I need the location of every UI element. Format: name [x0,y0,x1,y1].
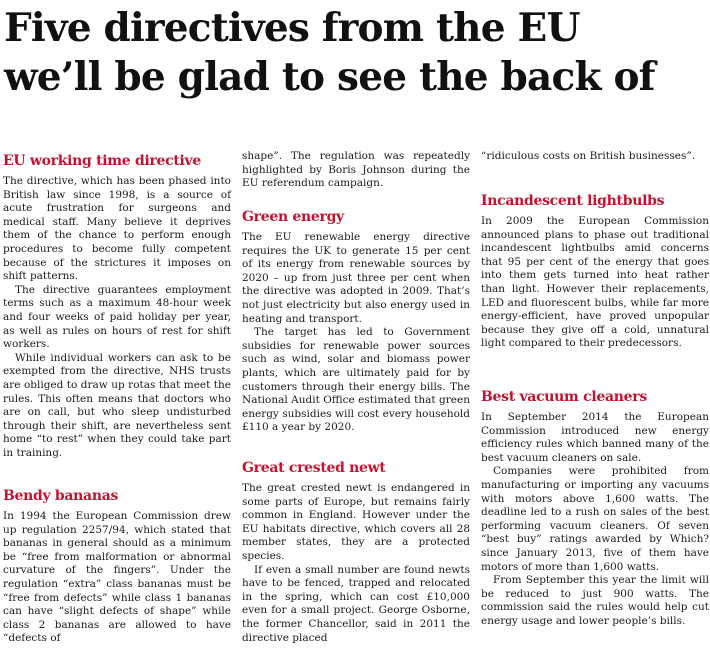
newt-paragraph-2: If even a small number are found newts have to be fenced, trapped and relocated in the spring, which can cost £10,000 even for a small project. George Osborne, the former Chancellor, said in 2011 the directive placed [242,563,470,644]
green-energy-paragraph-2: The target has led to Government subsidies for renewable power sources such as wind, solar and biomass power plants, which are ultimately paid for by customers through their energy bills. The National Audit Office estimated that green energy subsidies will cost every household £110 a year by 2020. [242,326,470,434]
bananas-paragraph-2: shape”. The regulation was repeatedly highlighted by Boris Johnson during the EU referendum campaign. [242,150,470,190]
section-bendy-bananas [3,487,231,646]
section-working-time [3,152,231,460]
section-bananas-continued [242,150,470,191]
section-title-working-time: EU working time directive [3,153,202,169]
headline-line-2: we’ll be glad to see the back of [4,54,655,100]
section-green-energy [242,208,470,435]
green-energy-paragraph-1: The EU renewable energy directive requires the UK to generate 15 per cent of its energy from renewable sources by 2020 – up from just three per cent when the directive was adopted in 2009. That’s not just electricity but also energy used in heating and transport. [242,231,470,325]
newt-paragraph-1: The great crested newt is endangered in some parts of Europe, but remains fairly common in England. However under the EU habitats directive, which covers all 28 member states, they are a protected species. [242,482,470,562]
newt-paragraph-3: “ridiculous costs on British businesses”. [481,150,696,162]
section-title-green-energy: Green energy [242,209,344,225]
working-time-paragraph-2: The directive guarantees employment terms such as a maximum 48-hour week and four weeks of paid holiday per year, as well as rules on hours of rest for shift workers. [3,283,231,351]
headline-line-1: Five directives from the EU [4,5,580,51]
section-title-bendy-bananas: Bendy bananas [3,488,119,504]
vacuum-paragraph-2: Companies were prohibited from manufacturing or importing any vacuums with motors above 1,600 watts. The deadline led to a rush on sales of the best performing vacuum cleaners. Of seven “best buy” ratings awarded by Which? since January 2013, five of them have motors of more than 1,600 watts. [481,465,709,573]
lightbulbs-paragraph-1: In 2009 the European Commission announced plans to phase out traditional incandescent lightbulbs amid concerns that 95 per cent of the energy that goes into them gets turned into heat rather than light. However their replacements, LED and fluorescent bulbs, while far more energy-efficient, have proved unpopular because they give off a cold, unnatural light compared to their predecessors. [481,215,709,350]
section-title-incandescent-lightbulbs: Incandescent lightbulbs [481,193,665,209]
bananas-paragraph-1: In 1994 the European Commission drew up regulation 2257/94, which stated that bananas in general should as a minimum be “free from malformation or abnormal curvature of the fingers”. Under the regulation “extra” class bananas must be “free from defects” while class 1 bananas can have “slight defects of shape” while class 2 bananas are allowed to have “defects of [3,510,231,645]
section-title-best-vacuum-cleaners: Best vacuum cleaners [481,389,647,405]
section-incandescent-lightbulbs [481,192,709,351]
working-time-paragraph-3: While individual workers can ask to be exempted from the directive, NHS trusts are obliged to draw up rotas that meet the rules. This often means that doctors who are on call, but who sleep undisturbed through their shift, are nevertheless sent home “to rest” when they could take part in training. [3,351,231,459]
vacuum-paragraph-1: In September 2014 the European Commission introduced new energy efficiency rules which banned many of the best vacuum cleaners on sale. [481,411,709,464]
working-time-paragraph-1: The directive, which has been phased into British law since 1998, is a source of acute frustration for surgeons and medical staff. Many believe it deprives them of the chance to perform enough procedures to become fully competent because of the strictures it imposes on shift patterns. [3,175,231,283]
vacuum-paragraph-3: From September this year the limit will be reduced to just 900 watts. The commission said the rules would help cut energy usage and lower people’s bills. [481,574,709,627]
section-best-vacuum-cleaners [481,388,709,629]
section-newt-continued [481,150,709,164]
section-title-great-crested-newt: Great crested newt [242,460,386,476]
section-great-crested-newt [242,459,470,645]
headline [4,4,704,102]
